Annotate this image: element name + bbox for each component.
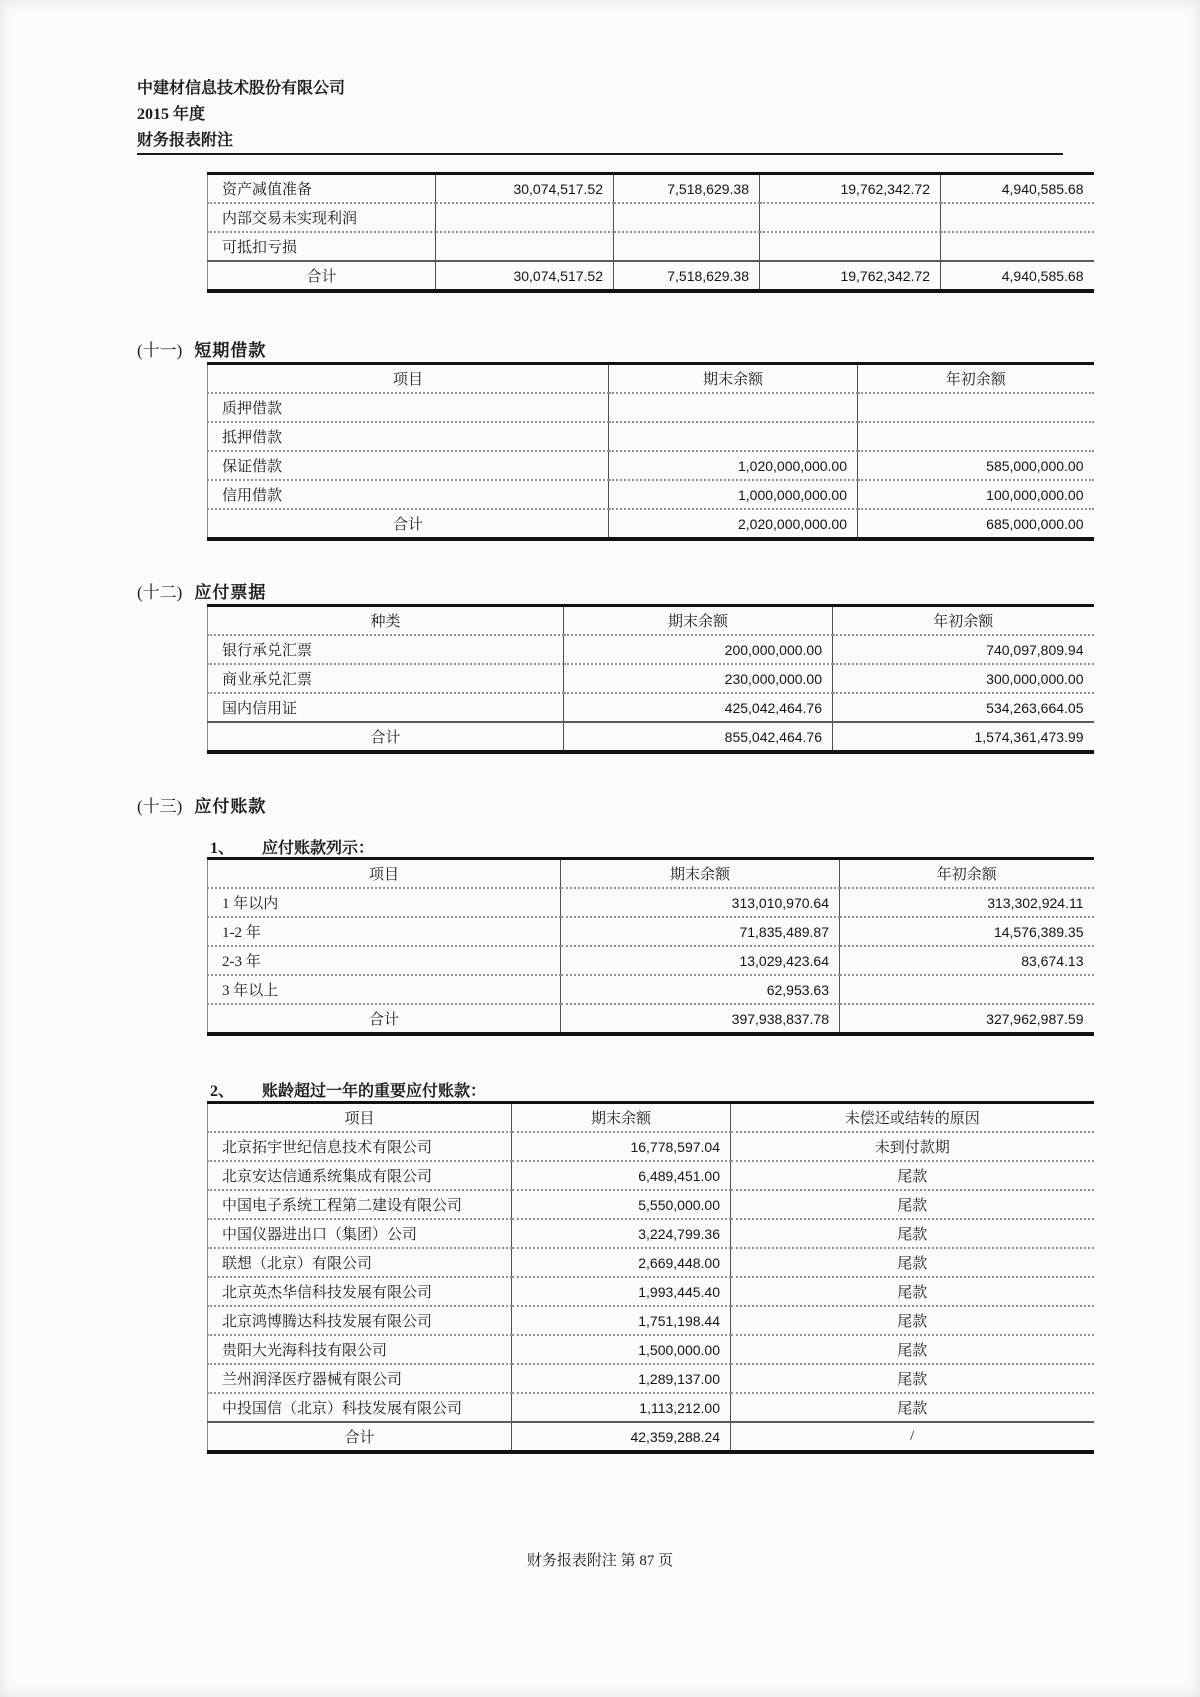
row-label-cell: 内部交易未实现利润 bbox=[208, 203, 436, 232]
amount-cell: 300,000,000.00 bbox=[833, 664, 1094, 693]
amount-cell bbox=[609, 393, 858, 422]
sub-heading-number: 2、 bbox=[210, 1083, 235, 1100]
table-row bbox=[208, 917, 1094, 946]
amount-cell: 585,000,000.00 bbox=[858, 451, 1094, 480]
col-header: 项目 bbox=[208, 859, 561, 889]
amount-cell: 1,113,212.00 bbox=[512, 1393, 731, 1422]
company-name-cell: 北京鸿博腾达科技发展有限公司 bbox=[208, 1306, 512, 1335]
amount-cell: 1,993,445.40 bbox=[512, 1277, 731, 1306]
company-name-cell: 北京安达信通系统集成有限公司 bbox=[208, 1161, 512, 1190]
section-prefix: (十二) bbox=[137, 583, 183, 602]
row-label-cell: 资产减值准备 bbox=[208, 174, 436, 204]
company-name-cell: 中国电子系统工程第二建设有限公司 bbox=[208, 1190, 512, 1219]
doc-header bbox=[137, 76, 345, 154]
table-header-row bbox=[208, 606, 1094, 636]
amount-cell: 4,940,585.68 bbox=[1001, 180, 1084, 197]
amount-cell: 327,962,987.59 bbox=[840, 1004, 1094, 1034]
col-header: 种类 bbox=[208, 606, 564, 636]
row-label-cell: 3 年以上 bbox=[208, 975, 561, 1004]
company-name-cell: 中国仪器进出口（集团）公司 bbox=[208, 1219, 512, 1248]
amount-cell: 100,000,000.00 bbox=[858, 480, 1094, 509]
col-header: 项目 bbox=[208, 364, 609, 394]
col-header: 年初余额 bbox=[936, 867, 997, 883]
reason-cell: 尾款 bbox=[731, 1248, 1094, 1277]
table-row bbox=[208, 203, 1094, 232]
table-row bbox=[208, 1132, 1094, 1161]
row-label-cell: 质押借款 bbox=[208, 393, 609, 422]
amount-cell: 42,359,288.24 bbox=[512, 1422, 731, 1452]
total-label-cell: 合计 bbox=[208, 1422, 512, 1452]
section-heading-12 bbox=[137, 578, 266, 603]
notes-payable-table bbox=[207, 604, 1093, 754]
sub-heading-title: 账龄超过一年的重要应付账款： bbox=[262, 1083, 487, 1100]
report-year: 2015 年度 bbox=[137, 106, 206, 123]
section-prefix: (十一) bbox=[137, 341, 183, 360]
amount-cell bbox=[858, 422, 1094, 451]
reason-cell: / bbox=[731, 1422, 1094, 1452]
amount-cell: 534,263,664.05 bbox=[833, 693, 1094, 722]
table-header-row bbox=[208, 1103, 1094, 1133]
total-row bbox=[208, 1004, 1094, 1034]
sub-heading-title: 应付账款列示： bbox=[262, 840, 375, 857]
company-name-cell: 联想（北京）有限公司 bbox=[208, 1248, 512, 1277]
col-header: 期末余额 bbox=[561, 859, 840, 889]
amount-cell: 397,938,837.78 bbox=[561, 1004, 840, 1034]
table-header-row bbox=[208, 859, 1094, 889]
amount-cell: 30,074,517.52 bbox=[436, 261, 614, 291]
row-label-cell: 1-2 年 bbox=[208, 917, 561, 946]
reason-cell: 尾款 bbox=[731, 1393, 1094, 1422]
col-header: 未偿还或结转的原因 bbox=[844, 1111, 980, 1127]
amount-cell bbox=[614, 203, 760, 232]
table-row bbox=[208, 1219, 1094, 1248]
amount-cell: 425,042,464.76 bbox=[564, 693, 833, 722]
amount-cell bbox=[436, 203, 614, 232]
amount-cell: 1,000,000,000.00 bbox=[609, 480, 858, 509]
header-rule bbox=[137, 153, 1063, 155]
amount-cell: 740,097,809.94 bbox=[833, 635, 1094, 664]
col-header: 年初余额 bbox=[945, 372, 1006, 388]
reason-cell: 尾款 bbox=[731, 1306, 1094, 1335]
amount-cell: 200,000,000.00 bbox=[564, 635, 833, 664]
amount-cell: 3,224,799.36 bbox=[512, 1219, 731, 1248]
total-row bbox=[208, 1422, 1094, 1452]
amount-cell: 71,835,489.87 bbox=[561, 917, 840, 946]
section-prefix: (十三) bbox=[137, 797, 183, 816]
total-label-cell: 合计 bbox=[208, 1004, 561, 1034]
table-row bbox=[208, 1277, 1094, 1306]
table-row bbox=[208, 1248, 1094, 1277]
company-name-cell: 贵阳大光海科技有限公司 bbox=[208, 1335, 512, 1364]
col-header: 期末余额 bbox=[609, 364, 858, 394]
row-label-cell: 抵押借款 bbox=[208, 422, 609, 451]
section-title: 短期借款 bbox=[194, 341, 267, 360]
section-title: 应付账款 bbox=[194, 797, 267, 816]
carryover-table bbox=[207, 172, 1093, 293]
doc-type: 财务报表附注 bbox=[137, 132, 234, 149]
amount-cell: 30,074,517.52 bbox=[436, 174, 614, 204]
amount-cell bbox=[840, 975, 1094, 1004]
col-header: 期末余额 bbox=[564, 606, 833, 636]
company-name: 中建材信息技术股份有限公司 bbox=[137, 80, 346, 97]
amount-cell: 19,762,342.72 bbox=[760, 174, 941, 204]
total-label-cell: 合计 bbox=[208, 722, 564, 752]
company-name-cell: 中投国信（北京）科技发展有限公司 bbox=[208, 1393, 512, 1422]
amount-cell: 13,029,423.64 bbox=[561, 946, 840, 975]
amount-cell bbox=[858, 393, 1094, 422]
amount-cell: 313,010,970.64 bbox=[561, 888, 840, 917]
table-row bbox=[208, 393, 1094, 422]
amount-cell: 7,518,629.38 bbox=[614, 174, 760, 204]
table-row bbox=[208, 1335, 1094, 1364]
reason-cell: 尾款 bbox=[731, 1190, 1094, 1219]
amount-cell bbox=[609, 422, 858, 451]
row-label-cell: 信用借款 bbox=[208, 480, 609, 509]
table-row bbox=[208, 480, 1094, 509]
table-row bbox=[208, 1393, 1094, 1422]
amount-cell: 1,751,198.44 bbox=[512, 1306, 731, 1335]
total-row bbox=[208, 722, 1094, 752]
section-heading-13 bbox=[137, 792, 266, 817]
table-row bbox=[208, 635, 1094, 664]
amount-cell: 230,000,000.00 bbox=[564, 664, 833, 693]
table-row bbox=[208, 1161, 1094, 1190]
section-title: 应付票据 bbox=[194, 583, 267, 602]
important-payables-table bbox=[207, 1101, 1093, 1454]
reason-cell: 尾款 bbox=[731, 1219, 1094, 1248]
amount-cell: 1,020,000,000.00 bbox=[609, 451, 858, 480]
amount-cell bbox=[941, 203, 1094, 232]
amount-cell: 685,000,000.00 bbox=[858, 509, 1094, 539]
amount-cell: 2,020,000,000.00 bbox=[609, 509, 858, 539]
row-label-cell: 保证借款 bbox=[208, 451, 609, 480]
row-label-cell: 商业承兑汇票 bbox=[208, 664, 564, 693]
amount-cell: 6,489,451.00 bbox=[512, 1161, 731, 1190]
row-label-cell: 2-3 年 bbox=[208, 946, 561, 975]
section-heading-11 bbox=[137, 336, 266, 361]
table-row bbox=[208, 664, 1094, 693]
amount-cell bbox=[614, 232, 760, 261]
table-row bbox=[208, 174, 1094, 204]
amount-cell bbox=[760, 203, 941, 232]
amount-cell: 5,550,000.00 bbox=[512, 1190, 731, 1219]
reason-cell: 尾款 bbox=[731, 1335, 1094, 1364]
reason-cell: 尾款 bbox=[731, 1364, 1094, 1393]
col-header: 期末余额 bbox=[512, 1103, 731, 1133]
amount-cell: 855,042,464.76 bbox=[564, 722, 833, 752]
amount-cell: 1,574,361,473.99 bbox=[833, 722, 1094, 752]
sub-heading-1 bbox=[210, 835, 374, 858]
total-row bbox=[208, 509, 1094, 539]
table-row bbox=[208, 422, 1094, 451]
reason-cell: 尾款 bbox=[731, 1161, 1094, 1190]
table-row bbox=[208, 1306, 1094, 1335]
amount-cell: 313,302,924.11 bbox=[840, 888, 1094, 917]
table-row bbox=[208, 693, 1094, 722]
reason-cell: 尾款 bbox=[731, 1277, 1094, 1306]
sub-heading-number: 1、 bbox=[210, 840, 235, 857]
table-header-row bbox=[208, 364, 1094, 394]
amount-cell bbox=[436, 232, 614, 261]
total-row bbox=[208, 261, 1094, 291]
amount-cell: 1,289,137.00 bbox=[512, 1364, 731, 1393]
table-row bbox=[208, 888, 1094, 917]
table-row bbox=[208, 975, 1094, 1004]
row-label-cell: 银行承兑汇票 bbox=[208, 635, 564, 664]
reason-cell: 未到付款期 bbox=[731, 1132, 1094, 1161]
col-header: 年初余额 bbox=[933, 614, 994, 630]
amount-cell: 7,518,629.38 bbox=[614, 261, 760, 291]
col-header: 项目 bbox=[208, 1103, 512, 1133]
total-label-cell: 合计 bbox=[208, 261, 436, 291]
amount-cell: 83,674.13 bbox=[840, 946, 1094, 975]
row-label-cell: 可抵扣亏损 bbox=[208, 232, 436, 261]
row-label-cell: 1 年以内 bbox=[208, 888, 561, 917]
amount-cell: 14,576,389.35 bbox=[840, 917, 1094, 946]
page-footer: 财务报表附注 第 87 页 bbox=[526, 1553, 674, 1569]
amount-cell: 4,940,585.68 bbox=[941, 261, 1094, 291]
sub-heading-2 bbox=[210, 1078, 486, 1101]
table-row bbox=[208, 946, 1094, 975]
company-name-cell: 北京英杰华信科技发展有限公司 bbox=[208, 1277, 512, 1306]
total-label-cell: 合计 bbox=[208, 509, 609, 539]
amount-cell: 62,953.63 bbox=[561, 975, 840, 1004]
company-name-cell: 兰州润泽医疗器械有限公司 bbox=[208, 1364, 512, 1393]
table-row bbox=[208, 1190, 1094, 1219]
table-row bbox=[208, 451, 1094, 480]
short-term-loans-table bbox=[207, 362, 1093, 541]
table-row bbox=[208, 1364, 1094, 1393]
amount-cell: 19,762,342.72 bbox=[760, 261, 941, 291]
amount-cell: 16,778,597.04 bbox=[512, 1132, 731, 1161]
amount-cell bbox=[760, 232, 941, 261]
row-label-cell: 国内信用证 bbox=[208, 693, 564, 722]
amount-cell bbox=[941, 232, 1094, 261]
accounts-payable-aging-table bbox=[207, 857, 1093, 1036]
company-name-cell: 北京拓宇世纪信息技术有限公司 bbox=[208, 1132, 512, 1161]
amount-cell: 2,669,448.00 bbox=[512, 1248, 731, 1277]
table-row bbox=[208, 232, 1094, 261]
amount-cell: 1,500,000.00 bbox=[512, 1335, 731, 1364]
